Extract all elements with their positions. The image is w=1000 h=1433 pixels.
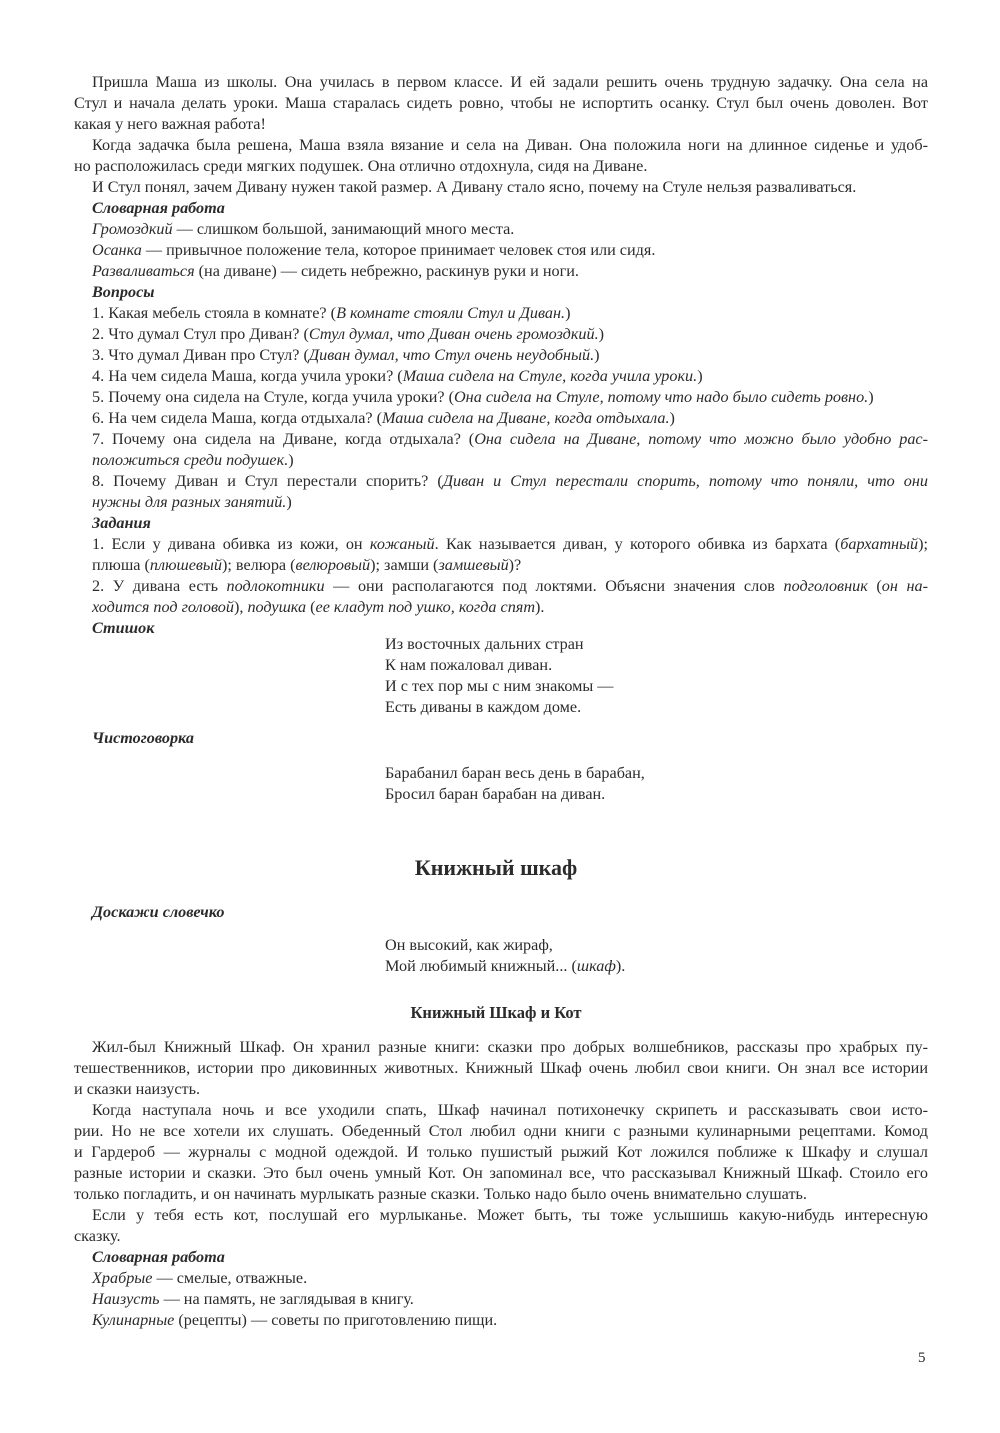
poem-line: Есть диваны в каждом доме.: [385, 698, 582, 716]
question-item: 4. На чем сидела Маша, когда учила уроки? (Маша сидела на Стуле, когда учила уроки.): [92, 367, 703, 385]
task-item: 1. Если у дивана обивка из кожи, он кожаный. Как называется диван, у которого обивка из бархата (бархатный);: [92, 535, 929, 553]
riddle-line: Он высокий, как жираф,: [385, 936, 553, 954]
poem-line: Из восточных дальних стран: [385, 635, 584, 653]
section-heading: Чистоговорка: [92, 729, 194, 747]
section-heading: Стишок: [92, 619, 155, 637]
task-item: 2. У дивана есть подлокотники — они располагаются под локтями. Объясни значения слов подголовник (он на-: [92, 577, 928, 595]
poem-line: К нам пожаловал диван.: [385, 656, 553, 674]
tongue-twister-line: Бросил баран барабан на диван.: [385, 785, 606, 803]
riddle-line: Мой любимый книжный... (шкаф).: [385, 957, 626, 975]
vocab-item: Храбрые — смелые, отважные.: [92, 1269, 308, 1287]
page-number: 5: [918, 1350, 926, 1366]
vocab-item: Кулинарные (рецепты) — советы по приготовлению пищи.: [92, 1311, 498, 1329]
text-line: Пришла Маша из школы. Она училась в первом классе. И ей задали решить очень трудную задачку. Она села на: [92, 73, 928, 91]
question-item: 8. Почему Диван и Стул перестали спорить? (Диван и Стул перестали спорить, потому что поняли, что они: [92, 472, 928, 490]
section-heading: Доскажи словечко: [92, 903, 225, 921]
tongue-twister-line: Барабанил баран весь день в барабан,: [385, 764, 645, 782]
section-heading: Задания: [92, 514, 151, 532]
text-line: рии. Но не все хотели их слушать. Обеденный Стол любил одни книги с разными кулинарными рецептами. Комод: [74, 1122, 928, 1140]
text-line: разные истории и сказки. Это был очень умный Кот. Он запоминал все, что рассказывал Книжный Шкаф. Стоило его: [74, 1164, 928, 1182]
question-item-cont: нужны для разных занятий.): [92, 493, 292, 511]
text-line: Когда задачка была решена, Маша взяла вязание и села на Диван. Она положила ноги на длинное сиденье и удоб-: [92, 136, 928, 154]
task-item-cont: ходится под головой), подушка (ее кладут под ушко, когда спят).: [92, 598, 545, 616]
vocab-item: Громоздкий — слишком большой, занимающий много места.: [92, 220, 515, 238]
text-line: но расположилась среди мягких подушек. Она отлично отдохнула, сидя на Диване.: [74, 157, 648, 175]
vocab-item: Разваливаться (на диване) — сидеть небрежно, раскинув руки и ноги.: [92, 262, 579, 280]
question-item: 1. Какая мебель стояла в комнате? (В комнате стояли Стул и Диван.): [92, 304, 571, 322]
question-item: 7. Почему она сидела на Диване, когда отдыхала? (Она сидела на Диване, потому что можно было удобно рас-: [92, 430, 928, 448]
text-line: тешественников, истории про диковинных животных. Книжный Шкаф очень любил свои книги. Он знал все истории: [74, 1059, 928, 1077]
text-line: Когда наступала ночь и все уходили спать, Шкаф начинал потихонечку скрипеть и рассказывать свои исто-: [92, 1101, 928, 1119]
question-item: 6. На чем сидела Маша, когда отдыхала? (Маша сидела на Диване, когда отдыхала.): [92, 409, 675, 427]
task-item-cont: плюша (плюшевый); велюра (велюровый); замши (замшевый)?: [92, 556, 522, 574]
section-heading: Словарная работа: [92, 1248, 225, 1266]
question-item: 2. Что думал Стул про Диван? (Стул думал, что Диван очень громоздкий.): [92, 325, 605, 343]
question-item: 5. Почему она сидела на Стуле, когда учила уроки? (Она сидела на Стуле, потому что надо было сидеть ровно.): [92, 388, 874, 406]
text-line: Если у тебя есть кот, послушай его мурлыканье. Может быть, ты тоже услышишь какую-нибудь интересную: [92, 1206, 928, 1224]
question-item: 3. Что думал Диван про Стул? (Диван думал, что Стул очень неудобный.): [92, 346, 600, 364]
text-line: и Гардероб — журналы с модной одеждой. И только пушистый рыжий Кот ложился поближе к Шкафу и слушал: [74, 1143, 928, 1161]
text-line: и сказки наизусть.: [74, 1080, 201, 1098]
text-line: только погладить, и он начинать мурлыкать разные сказки. Только надо было очень внимательно слушать.: [74, 1185, 807, 1203]
text-line: Стул и начала делать уроки. Маша старалась сидеть ровно, чтобы не испортить осанку. Стул был очень доволен. Вот: [74, 94, 928, 112]
section-heading: Вопросы: [92, 283, 155, 301]
section-heading: Словарная работа: [92, 199, 225, 217]
text-line: сказку.: [74, 1227, 121, 1245]
story-title: Книжный Шкаф и Кот: [410, 1003, 582, 1022]
question-item-cont: положиться среди подушек.): [92, 451, 294, 469]
vocab-item: Наизусть — на память, не заглядывая в книгу.: [92, 1290, 414, 1308]
text-line: Жил-был Книжный Шкаф. Он хранил разные книги: сказки про добрых волшебников, рассказы про храбрых пу-: [92, 1038, 928, 1056]
section-title: Книжный шкаф: [414, 855, 578, 880]
text-line: какая у него важная работа!: [74, 115, 266, 133]
vocab-item: Осанка — привычное положение тела, которое принимает человек стоя или сидя.: [92, 241, 656, 259]
text-line: И Стул понял, зачем Дивану нужен такой размер. А Дивану стало ясно, почему на Стуле нельзя разваливаться.: [92, 178, 857, 196]
poem-line: И с тех пор мы с ним знакомы —: [385, 677, 614, 695]
